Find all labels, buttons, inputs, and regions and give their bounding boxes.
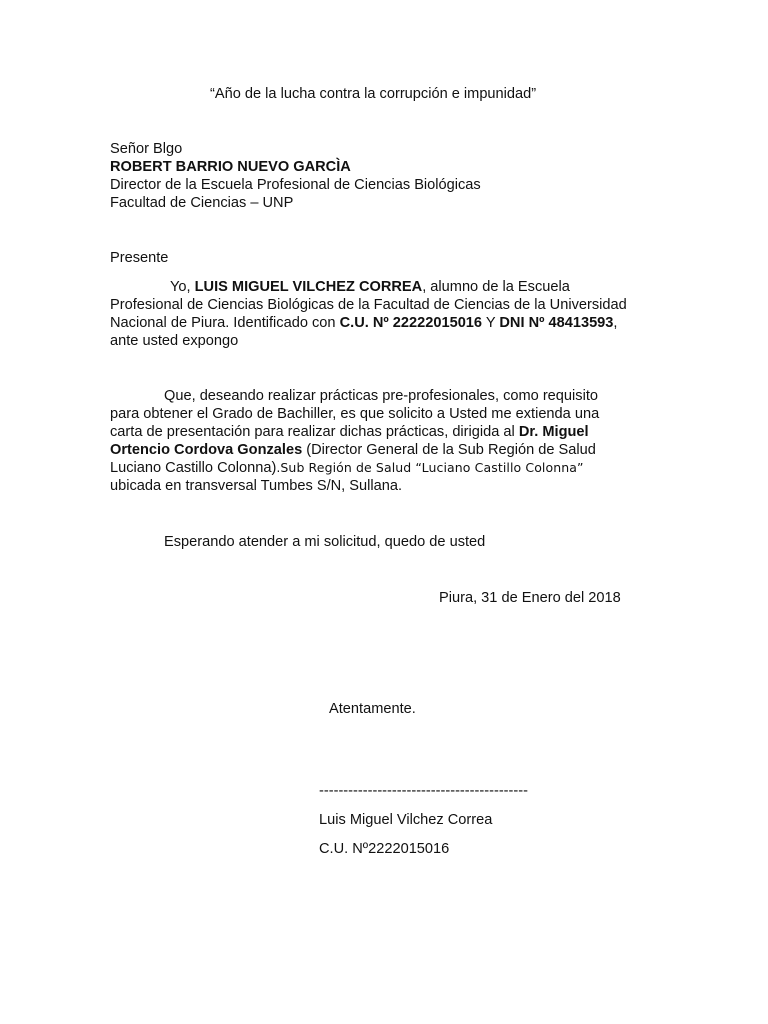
motto-heading: “Año de la lucha contra la corrupción e impunidad”	[210, 86, 537, 102]
request-line-4	[110, 441, 596, 459]
intro-text: , alumno de la Escuela	[422, 279, 570, 295]
intro-text: ,	[613, 315, 618, 331]
intro-line-1	[170, 278, 570, 296]
dni-number: DNI Nº 48413593	[499, 315, 614, 331]
intro-line-4: ante usted expongo	[110, 333, 239, 349]
recipient-salutation: Señor Blgo	[110, 141, 183, 157]
request-line-6: ubicada en transversal Tumbes S/N, Sullana.	[110, 478, 403, 494]
intro-text: Y	[482, 315, 500, 331]
request-line-5	[110, 459, 584, 477]
request-line-1: Que, deseando realizar prácticas pre-profesionales, como requisito	[164, 388, 598, 404]
request-text: (Director General de la Sub Región de Salud	[302, 442, 596, 458]
applicant-name: LUIS MIGUEL VILCHEZ CORREA	[194, 279, 423, 295]
signature-cu: C.U. Nº2222015016	[319, 841, 450, 857]
closing-line: Esperando atender a mi solicitud, quedo de usted	[164, 534, 486, 550]
request-text: carta de presentación para realizar dichas prácticas, dirigida al	[110, 424, 519, 440]
request-text: Luciano Castillo Colonna)	[110, 460, 277, 476]
request-line-2: para obtener el Grado de Bachiller, es que solicito a Usted me extienda una	[110, 406, 600, 422]
intro-line-2: Profesional de Ciencias Biológicas de la Facultad de Ciencias de la Universidad	[110, 297, 627, 313]
presente-label: Presente	[110, 250, 169, 266]
intro-text: Nacional de Piura. Identificado con	[110, 315, 340, 331]
recipient-position: Director de la Escuela Profesional de Ciencias Biológicas	[110, 177, 481, 193]
signature-name: Luis Miguel Vilchez Correa	[319, 812, 493, 828]
request-line-3	[110, 423, 589, 441]
cu-number: C.U. Nº 22222015016	[339, 315, 483, 331]
signature-line: -------------------------------------------	[319, 783, 528, 799]
request-alt-text: .Sub Región de Salud “Luciano Castillo Colonna”	[276, 460, 584, 475]
recipient-faculty: Facultad de Ciencias – UNP	[110, 195, 294, 211]
intro-line-3	[110, 314, 617, 332]
doctor-title: Dr. Miguel	[518, 424, 589, 440]
recipient-name: ROBERT BARRIO NUEVO GARCÌA	[110, 159, 351, 175]
place-date: Piura, 31 de Enero del 2018	[439, 590, 621, 606]
farewell: Atentamente.	[329, 701, 416, 717]
intro-text: Yo,	[170, 279, 195, 295]
doctor-name: Ortencio Cordova Gonzales	[110, 442, 303, 458]
